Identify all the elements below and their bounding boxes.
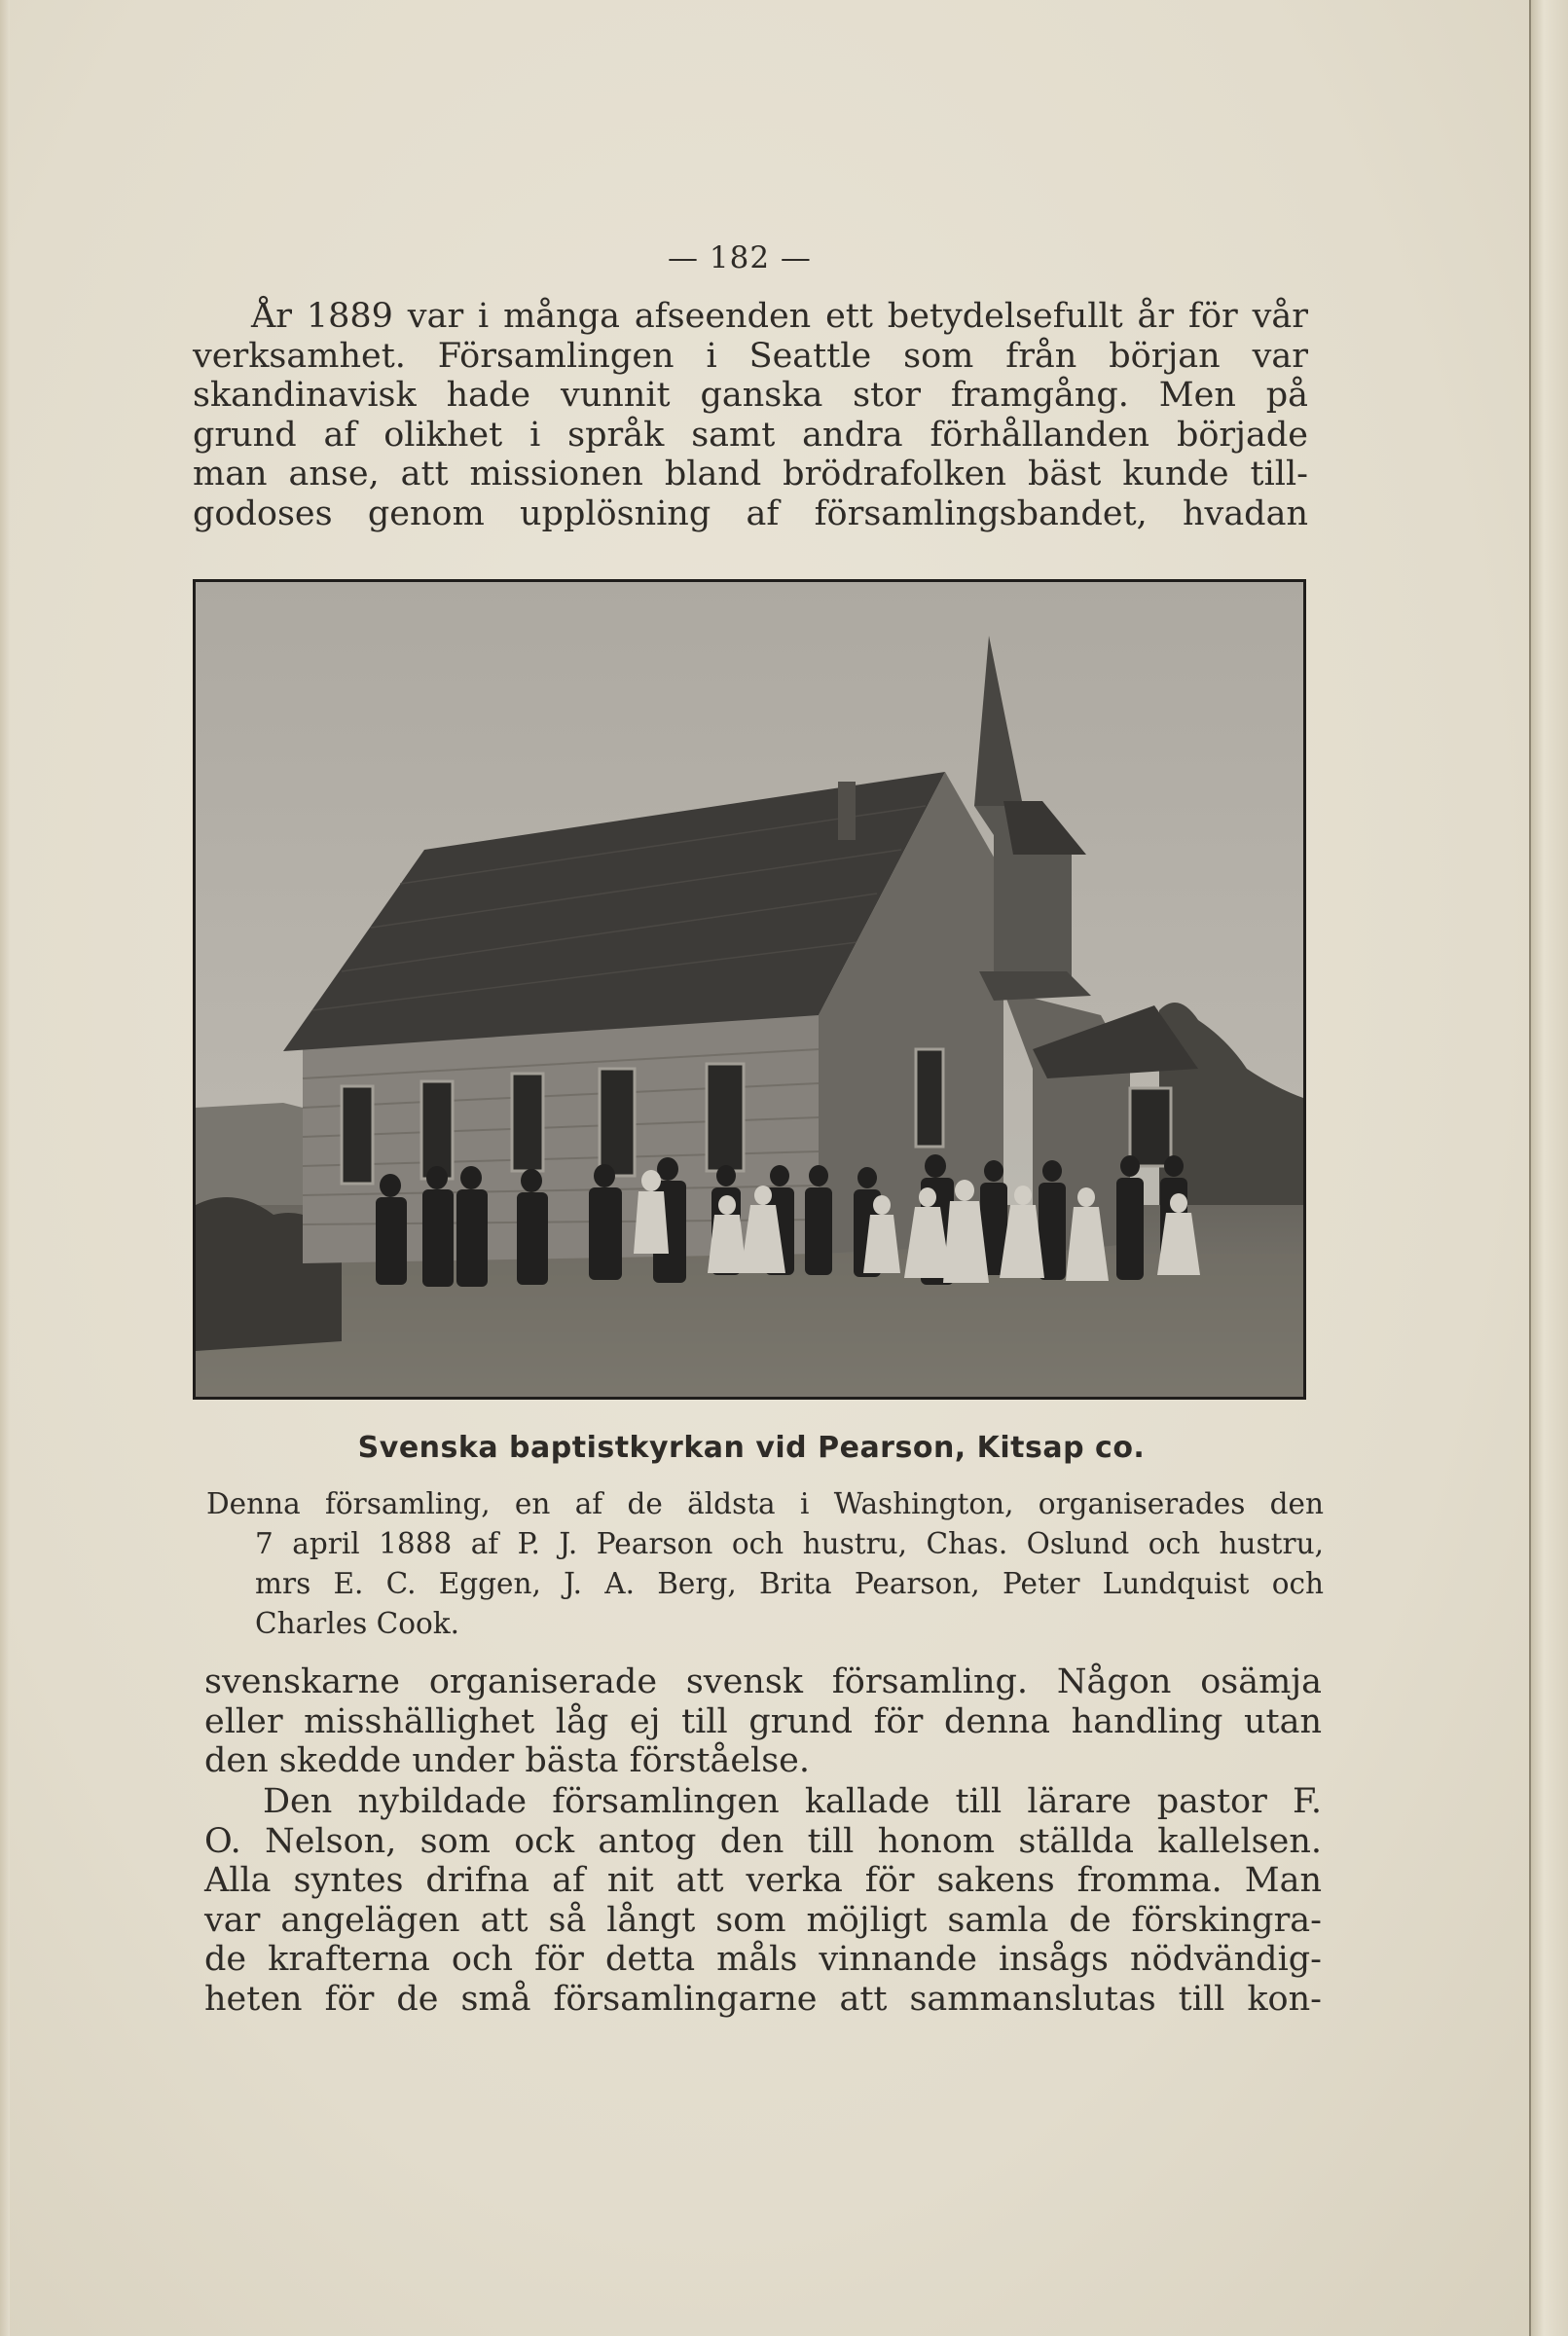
caption-line: Denna församling, en af de äldsta i Washington, organiserades den xyxy=(206,1487,1324,1520)
page-right-edge xyxy=(1529,0,1568,2336)
text-line: verksamhet. Församlingen i Seattle som från början var xyxy=(193,336,1308,376)
text-line: godoses genom upplösning af församlingsbandet, hvadan xyxy=(193,493,1308,533)
text-line: grund af olikhet i språk samt andra förhållanden började xyxy=(193,415,1308,455)
page-number: — 182 — xyxy=(668,240,812,275)
page-left-edge xyxy=(0,0,10,2336)
text-line: de krafterna och för detta måls vinnande insågs nödvändig- xyxy=(204,1940,1322,1979)
text-line: Alla syntes drifna af nit att verka för sakens fromma. Man xyxy=(204,1861,1322,1900)
paragraph-2 xyxy=(204,1662,1322,1781)
text-line: Den nybildade församlingen kallade till lärare pastor F. xyxy=(263,1782,1322,1821)
text-line: skandinavisk hade vunnit ganska stor framgång. Men på xyxy=(193,376,1308,415)
paragraph-1 xyxy=(193,297,1308,533)
text-line: svenskarne organiserade svensk församling. Någon osämja xyxy=(204,1662,1322,1701)
text-line: den skedde under bästa förståelse. xyxy=(204,1741,811,1780)
text-line: var angelägen att så långt som möjligt samla de förskingra- xyxy=(204,1900,1322,1940)
text-line: man anse, att missionen bland brödrafolken bäst kunde till- xyxy=(193,455,1308,493)
caption-line: 7 april 1888 af P. J. Pearson och hustru, Chas. Oslund och hustru, xyxy=(255,1527,1324,1560)
paragraph-3 xyxy=(204,1782,1322,2019)
church-photograph xyxy=(193,579,1306,1400)
text-line: heten för de små församlingarne att sammanslutas till kon- xyxy=(204,1979,1322,2019)
text-line: eller misshällighet låg ej till grund för denna handling utan xyxy=(204,1701,1322,1741)
photo-caption-title: Svenska baptistkyrkan vid Pearson, Kitsap co. xyxy=(357,1431,1146,1465)
caption-line: Charles Cook. xyxy=(255,1607,460,1640)
text-line: O. Nelson, som ock antog den till honom ställda kallelsen. xyxy=(204,1821,1322,1861)
photo-caption-text xyxy=(206,1484,1324,1644)
caption-line: mrs E. C. Eggen, J. A. Berg, Brita Pearson, Peter Lundquist och xyxy=(255,1567,1324,1600)
text-line: År 1889 var i många afseenden ett betydelsefullt år för vår xyxy=(251,297,1308,336)
